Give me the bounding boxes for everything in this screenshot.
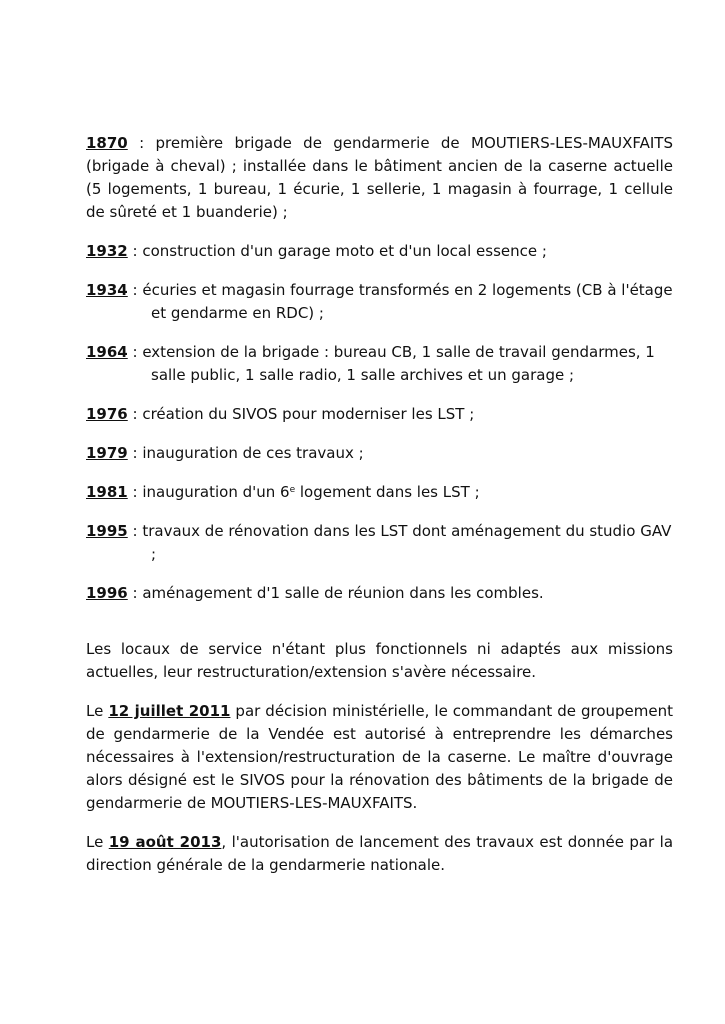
timeline-entry-1870 [86, 132, 673, 224]
highlighted-date: 12 juillet 2011 [108, 702, 231, 720]
paragraph-text: par décision ministérielle, le commandant de groupement de gendarmerie de la Vendée est autorisé à entreprendre les démarches nécessaires à l'extension/restructuration de la caserne. Le maître d'ouvrage alors désigné est le SIVOS pour la rénovation des bâtiments de la brigade de gendarmerie de MOUTIERS-LES-MAUXFAITS. [86, 702, 673, 812]
timeline-entry-1996 [86, 582, 673, 605]
entry-year: 1870 [86, 134, 128, 152]
entry-year: 1976 [86, 405, 128, 423]
entry-text: : construction d'un garage moto et d'un local essence ; [127, 242, 547, 260]
paragraph-ministerial-decision [86, 700, 673, 815]
timeline-entry-1964 [86, 341, 673, 387]
entry-text-after: logement dans les LST ; [295, 483, 480, 501]
timeline-entry-1976 [86, 403, 673, 426]
entry-year: 1964 [86, 343, 128, 361]
timeline-entry-1932 [86, 240, 673, 263]
paragraph-text: , l'autorisation de lancement des travaux est donnée par la direction générale de la gendarmerie nationale. [86, 833, 674, 874]
timeline-entry-1979 [86, 442, 673, 465]
entry-year: 1995 [86, 522, 128, 540]
timeline-entry-1995 [86, 520, 673, 566]
highlighted-date: 19 août 2013 [108, 833, 222, 851]
document-body [86, 132, 673, 893]
entry-year: 1979 [86, 444, 128, 462]
entry-text: : travaux de rénovation dans les LST dont aménagement du studio GAV ; [127, 522, 672, 563]
ordinal-superscript: e [289, 485, 296, 495]
entry-year: 1981 [86, 483, 128, 501]
timeline-entry-1981 [86, 481, 673, 504]
paragraph-prefix: Le [86, 833, 109, 851]
paragraph-service-premises: Les locaux de service n'étant plus fonctionnels ni adaptés aux missions actuelles, leur restructuration/extension s'avère nécessaire. [86, 640, 673, 681]
entry-text: : inauguration de ces travaux ; [127, 444, 364, 462]
entry-text: : création du SIVOS pour moderniser les LST ; [127, 405, 475, 423]
timeline-entry-1934 [86, 279, 673, 325]
entry-text-before: : inauguration d'un 6 [127, 483, 290, 501]
entry-text: : écuries et magasin fourrage transformés en 2 logements (CB à l'étage et gendarme en RDC) ; [127, 281, 673, 322]
entry-year: 1934 [86, 281, 128, 299]
entry-text: : aménagement d'1 salle de réunion dans les combles. [127, 584, 544, 602]
entry-year: 1932 [86, 242, 128, 260]
paragraph-prefix: Le [86, 702, 109, 720]
paragraph-works-authorization [86, 831, 673, 877]
entry-year: 1996 [86, 584, 128, 602]
entry-text: : extension de la brigade : bureau CB, 1 salle de travail gendarmes, 1 salle public, 1 salle radio, 1 salle archives et un garage ; [127, 343, 655, 384]
entry-text: : première brigade de gendarmerie de MOUTIERS-LES-MAUXFAITS (brigade à cheval) ; installée dans le bâtiment ancien de la caserne actuelle (5 logements, 1 bureau, 1 écurie, 1 sellerie, 1 magasin à fourrage, 1 cellule de sûreté et 1 buanderie) ; [86, 134, 673, 221]
